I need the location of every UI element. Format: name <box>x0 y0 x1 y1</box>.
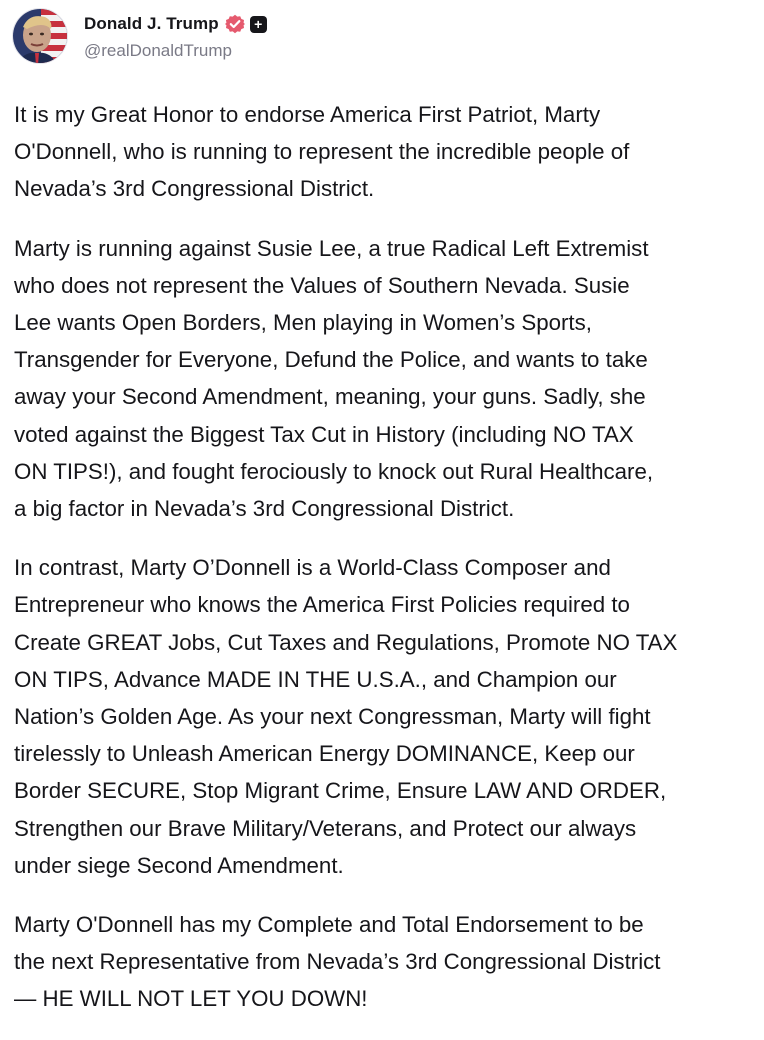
verified-badge-icon <box>225 14 245 34</box>
post-paragraph: It is my Great Honor to endorse America First Patriot, Marty O'Donnell, who is running to represent the incredible people of Nevada’s 3rd Congressional District. <box>14 102 630 202</box>
avatar-image <box>13 9 68 64</box>
post-header <box>12 6 752 66</box>
post-paragraph: Marty O'Donnell has my Complete and Total Endorsement to be the next Representative from Nevada’s 3rd Congressional District — HE WILL NOT LET YOU DOWN! <box>14 912 661 1012</box>
display-name[interactable]: Donald J. Trump <box>84 14 219 33</box>
name-row <box>84 12 267 36</box>
post-body <box>14 96 760 1040</box>
avatar[interactable] <box>12 8 68 64</box>
plus-badge-icon: + <box>250 16 267 33</box>
post-paragraph: Marty is running against Susie Lee, a true Radical Left Extremist who does not represent the Values of Southern Nevada. Susie Lee wants Open Borders, Men playing in Women’s Sports, Transgender for Everyone, Defund the Police, and wants to take away your Second Amendment, meaning, your guns. Sadly, she voted against the Biggest Tax Cut in History (including NO TAX ON TIPS!), and fought ferociously to knock out Rural Healthcare, a big factor in Nevada’s 3rd Congressional District. <box>14 235 654 522</box>
user-handle[interactable]: @realDonaldTrump <box>84 41 232 60</box>
post-paragraph: In contrast, Marty O’Donnell is a World-Class Composer and Entrepreneur who knows the America First Policies required to Create GREAT Jobs, Cut Taxes and Regulations, Promote NO TAX ON TIPS, Advance MADE IN THE U.S.A., and Champion our Nation’s Golden Age. As your next Congressman, Marty will fight tirelessly to Unleash American Energy DOMINANCE, Keep our Border SECURE, Stop Migrant Crime, Ensure LAW AND ORDER, Strengthen our Brave Military/Veterans, and Protect our always under siege Second Amendment. <box>14 555 678 878</box>
